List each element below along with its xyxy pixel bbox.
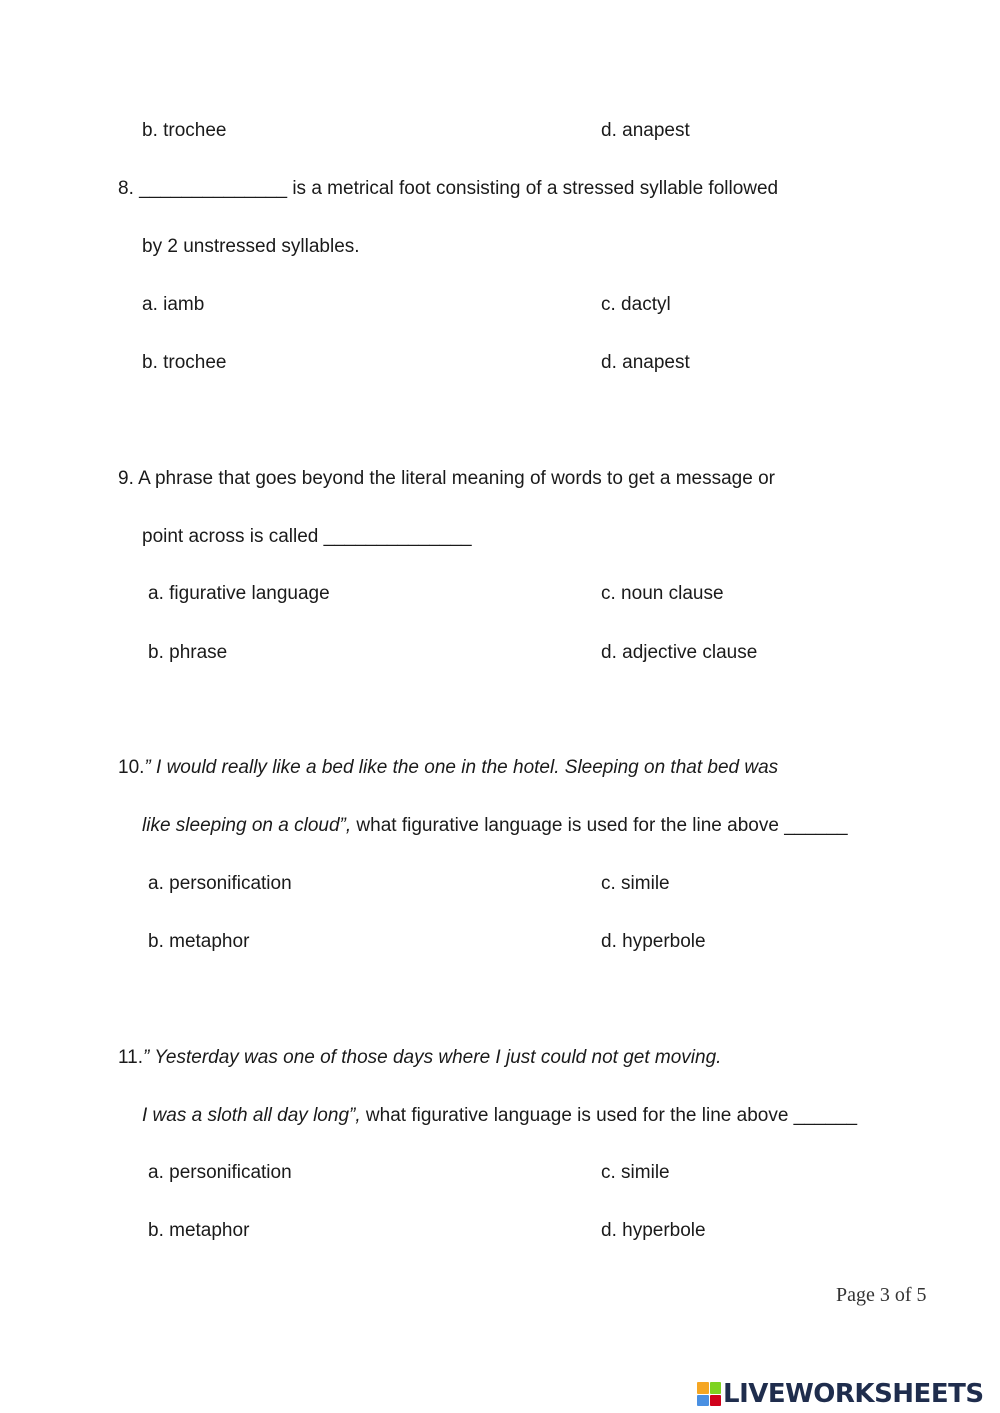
q10-option-c: c. simile: [601, 873, 670, 894]
q9-stem-line2: point across is called ______________: [142, 526, 472, 547]
q10-option-a: a. personification: [148, 873, 292, 894]
q7-option-b: b. trochee: [142, 120, 227, 141]
q9-option-a: a. figurative language: [148, 583, 330, 604]
q11-question: what figurative language is used for the line above ______: [360, 1105, 858, 1126]
logo-square-1: [697, 1382, 709, 1394]
logo-square-4: [710, 1395, 722, 1407]
liveworksheets-wordmark: LIVEWORKSHEETS: [723, 1379, 984, 1409]
q10-quote-line1: ” I would really like a bed like the one in the hotel. Sleeping on that bed was: [144, 757, 779, 778]
q8-stem-line1: 8. ______________ is a metrical foot consisting of a stressed syllable followed: [118, 178, 779, 199]
q11-option-c: c. simile: [601, 1162, 670, 1183]
q10-option-d: d. hyperbole: [601, 931, 706, 952]
page-number: Page 3 of 5: [836, 1284, 927, 1306]
q8-option-b: b. trochee: [142, 352, 227, 373]
q11-option-d: d. hyperbole: [601, 1220, 706, 1241]
q8-option-a: a. iamb: [142, 294, 205, 315]
q9-option-b: b. phrase: [148, 642, 228, 663]
q10-quote-line2: like sleeping on a cloud”,: [142, 815, 352, 836]
q10-stem-line2: [142, 814, 848, 838]
q9-option-c: c. noun clause: [601, 583, 724, 604]
q11-quote-line2: I was a sloth all day long”,: [142, 1105, 361, 1126]
q10-option-b: b. metaphor: [148, 931, 250, 952]
q8-option-d: d. anapest: [601, 352, 690, 373]
q8-option-c: c. dactyl: [601, 294, 671, 315]
q10-stem-line1: [118, 756, 778, 780]
liveworksheets-icon: [697, 1382, 721, 1406]
q10-number: 10.: [118, 757, 145, 778]
q8-stem-line2: by 2 unstressed syllables.: [142, 236, 360, 257]
q11-stem-line1: [118, 1046, 721, 1070]
logo-square-3: [697, 1395, 709, 1407]
q10-question: what figurative language is used for the line above ______: [351, 815, 848, 836]
liveworksheets-logo: [697, 1378, 984, 1410]
logo-square-2: [710, 1382, 722, 1394]
q11-option-b: b. metaphor: [148, 1220, 250, 1241]
q11-quote-line1: ” Yesterday was one of those days where I just could not get moving.: [143, 1047, 722, 1068]
q9-stem-line1: 9. A phrase that goes beyond the literal meaning of words to get a message or: [118, 468, 775, 489]
q11-number: 11.: [118, 1047, 144, 1068]
q11-option-a: a. personification: [148, 1162, 292, 1183]
q9-option-d: d. adjective clause: [601, 642, 758, 663]
q11-stem-line2: [142, 1104, 857, 1128]
q7-option-d: d. anapest: [601, 120, 690, 141]
